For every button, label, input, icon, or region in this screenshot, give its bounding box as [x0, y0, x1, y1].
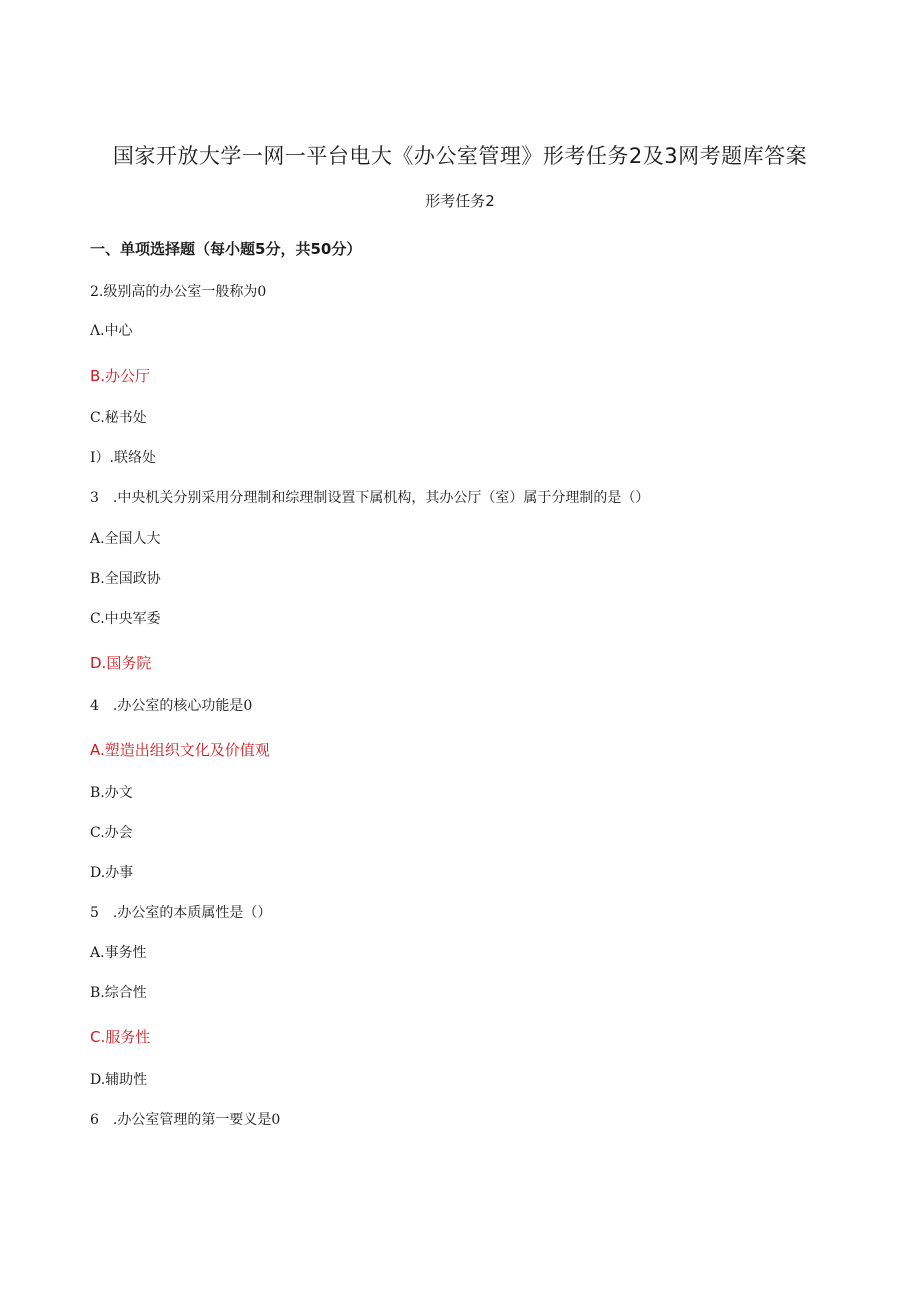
section-heading: 一、单项选择题（每小题5分，共50分）: [90, 240, 362, 258]
question-option-answer: B.办公厅: [90, 367, 151, 385]
question-option: C.秘书处: [90, 410, 147, 426]
question-option: A.全国人大: [90, 531, 161, 547]
question-option: C.办会: [90, 825, 133, 841]
question-stem: 6 .办公室管理的第一要义是0: [90, 1112, 281, 1128]
document-title: 国家开放大学一网一平台电大《办公室管理》形考任务2及3网考题库答案: [112, 144, 808, 168]
question-option: I）.联络处: [90, 450, 156, 466]
question-stem: 5 .办公室的本质属性是（）: [90, 905, 272, 921]
question-option: B.综合性: [90, 985, 147, 1001]
question-option: Λ.中心: [90, 323, 133, 339]
question-option-answer: A.塑造出组织文化及价值观: [90, 741, 270, 759]
question-option-answer: C.服务性: [90, 1028, 151, 1046]
question-stem: 2.级别高的办公室一般称为0: [90, 284, 267, 300]
question-option: D.辅助性: [90, 1072, 148, 1088]
question-option: B.办文: [90, 785, 133, 801]
question-stem: 3 .中央机关分别采用分理制和综理制设置下属机构，其办公厅（室）属于分理制的是（）: [90, 490, 650, 506]
question-option: D.办事: [90, 865, 134, 881]
question-stem: 4 .办公室的核心功能是0: [90, 698, 253, 714]
question-option-answer: D.国务院: [90, 654, 152, 672]
document-subtitle: 形考任务2: [425, 192, 495, 210]
question-option: B.全国政协: [90, 571, 161, 587]
question-option: C.中央军委: [90, 611, 161, 627]
question-option: A.事务性: [90, 945, 147, 961]
